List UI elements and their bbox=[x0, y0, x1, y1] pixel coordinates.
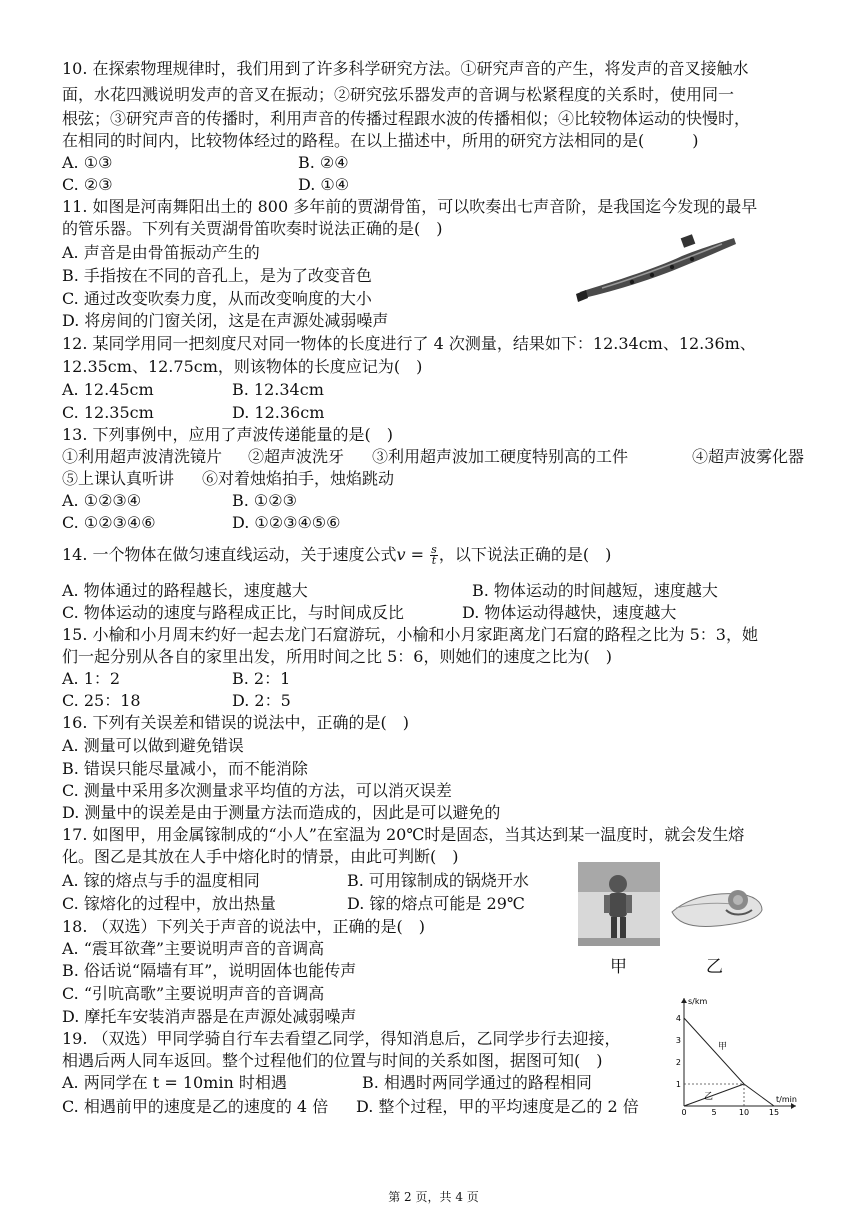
q19-option-d: D. 整个过程，甲的平均速度是乙的 2 倍 bbox=[356, 1097, 639, 1116]
q14-formula-numerator: s bbox=[431, 543, 437, 556]
q11-stem-line2: 的管乐器。下列有关贾湖骨笛吹奏时说法正确的是( ) bbox=[62, 219, 443, 238]
gallium-figure-yi bbox=[668, 864, 766, 944]
q12-option-d: D. 12.36cm bbox=[232, 403, 325, 422]
q13-option-a: A. ①②③④ bbox=[62, 491, 142, 510]
q13-item-4: ④超声波雾化器 bbox=[692, 447, 805, 466]
y-tick-label: 2 bbox=[675, 1058, 681, 1067]
q14-option-b: B. 物体运动的时间越短，速度越大 bbox=[472, 581, 718, 600]
q18-option-b: B. 俗话说“隔墙有耳”，说明固体也能传声 bbox=[62, 961, 357, 980]
q19-stem-line2: 相遇后两人同车返回。整个过程他们的位置与时间的关系如图，据图可知( ) bbox=[62, 1051, 603, 1070]
q18-option-c: C. “引吭高歌”主要说明声音的音调高 bbox=[62, 984, 325, 1003]
q14-stem-suffix: ，以下说法正确的是( ) bbox=[438, 545, 612, 564]
y-axis-label: s/km bbox=[688, 997, 708, 1006]
q18-option-a: A. “震耳欲聋”主要说明声音的音调高 bbox=[62, 939, 325, 958]
q13-option-d: D. ①②③④⑤⑥ bbox=[232, 513, 341, 532]
q18-stem: 18. （双选）下列关于声音的说法中，正确的是( ) bbox=[62, 917, 426, 936]
q10-option-b: B. ②④ bbox=[298, 153, 349, 172]
q17-option-c: C. 镓熔化的过程中，放出热量 bbox=[62, 894, 276, 913]
x-tick-label: 5 bbox=[711, 1108, 717, 1117]
x-tick-label: 10 bbox=[738, 1108, 750, 1117]
series-label: 甲 bbox=[718, 1042, 728, 1052]
q12-option-c: C. 12.35cm bbox=[62, 403, 154, 422]
q11-option-b: B. 手指按在不同的音孔上，是为了改变音色 bbox=[62, 266, 372, 285]
q13-item-1: ①利用超声波清洗镜片 bbox=[62, 447, 223, 466]
q14-option-d: D. 物体运动得越快，速度越大 bbox=[462, 603, 677, 622]
q10-option-a: A. ①③ bbox=[62, 153, 113, 172]
x-tick-label: 0 bbox=[681, 1108, 687, 1117]
figure-caption-yi: 乙 bbox=[706, 957, 723, 977]
q15-option-c: C. 25：18 bbox=[62, 691, 141, 710]
q17-stem-line2: 化。图乙是其放在人手中熔化时的情景，由此可判断( ) bbox=[62, 847, 459, 866]
gallium-figure-jia bbox=[578, 862, 660, 946]
q13-item-2: ②超声波洗牙 bbox=[248, 447, 345, 466]
q15-option-d: D. 2：5 bbox=[232, 691, 291, 710]
q12-stem-line1: 12. 某同学用同一把刻度尺对同一物体的长度进行了 4 次测量，结果如下：12.34cm、12.36m、 bbox=[62, 334, 756, 353]
q15-option-b: B. 2：1 bbox=[232, 669, 291, 688]
q15-option-a: A. 1：2 bbox=[62, 669, 121, 688]
q12-option-b: B. 12.34cm bbox=[232, 380, 324, 399]
y-tick-label: 4 bbox=[675, 1014, 681, 1023]
q10-option-d: D. ①④ bbox=[298, 175, 350, 194]
q17-option-d: D. 镓的熔点可能是 29℃ bbox=[347, 894, 525, 913]
q11-option-d: D. 将房间的门窗关闭，这是在声源处减弱噪声 bbox=[62, 311, 389, 330]
q15-stem-line1: 15. 小榆和小月周末约好一起去龙门石窟游玩，小榆和小月家距离龙门石窟的路程之比为 5：3，她 bbox=[62, 625, 758, 644]
q14-option-c: C. 物体运动的速度与路程成正比，与时间成反比 bbox=[62, 603, 404, 622]
page-footer: 第 2 页，共 4 页 bbox=[388, 1190, 479, 1204]
q14-formula-fraction bbox=[430, 545, 438, 566]
q14-stem-prefix: 14. 一个物体在做匀速直线运动，关于速度公式 bbox=[62, 545, 397, 564]
q10-stem-line3: 根弦；③研究声音的传播时，利用声音的传播过程跟水波的传播相似；④比较物体运动的快慢时， bbox=[62, 109, 751, 128]
q16-stem: 16. 下列有关误差和错误的说法中，正确的是( ) bbox=[62, 713, 410, 732]
q11-option-c: C. 通过改变吹奏力度，从而改变响度的大小 bbox=[62, 289, 372, 308]
q12-stem-line2: 12.35cm、12.75cm，则该物体的长度应记为( ) bbox=[62, 357, 423, 376]
q10-option-c: C. ②③ bbox=[62, 175, 113, 194]
q10-stem-line4: 在相同的时间内，比较物体经过的路程。在以上描述中，所用的研究方法相同的是( ) bbox=[62, 131, 699, 150]
q18-option-d: D. 摩托车安装消声器是在声源处减弱噪声 bbox=[62, 1007, 357, 1026]
q19-stem-line1: 19. （双选）甲同学骑自行车去看望乙同学，得知消息后，乙同学步行去迎接， bbox=[62, 1029, 621, 1048]
y-tick-label: 3 bbox=[675, 1036, 681, 1045]
q19-option-a: A. 两同学在 t = 10min 时相遇 bbox=[62, 1073, 287, 1092]
q13-item-3: ③利用超声波加工硬度特别高的工件 bbox=[372, 447, 629, 466]
q13-stem: 13. 下列事例中，应用了声波传递能量的是( ) bbox=[62, 425, 394, 444]
x-tick-label: 15 bbox=[768, 1108, 780, 1117]
series-line-2 bbox=[684, 1084, 744, 1106]
q11-stem-line1: 11. 如图是河南舞阳出土的 800 多年前的贾湖骨笛，可以吹奏出七声音阶，是我国迄今发现的最早 bbox=[62, 197, 758, 216]
series-label: 乙 bbox=[704, 1092, 714, 1102]
q14-formula-denominator: t bbox=[431, 554, 437, 567]
series-line-1 bbox=[684, 1018, 774, 1106]
q17-option-a: A. 镓的熔点与手的温度相同 bbox=[62, 871, 260, 890]
x-axis-label: t/min bbox=[776, 1095, 797, 1104]
q12-option-a: A. 12.45cm bbox=[62, 380, 154, 399]
q17-stem-line1: 17. 如图甲，用金属镓制成的“小人”在室温为 20℃时是固态，当其达到某一温度时，就会发生熔 bbox=[62, 825, 745, 844]
q13-option-b: B. ①②③ bbox=[232, 491, 297, 510]
q17-option-b: B. 可用镓制成的锅烧开水 bbox=[347, 871, 529, 890]
q10-stem-line1: 10. 在探索物理规律时，我们用到了许多科学研究方法。①研究声音的产生，将发声的音叉接触水 bbox=[62, 59, 749, 78]
q14-option-a: A. 物体通过的路程越长，速度越大 bbox=[62, 581, 308, 600]
q11-option-a: A. 声音是由骨笛振动产生的 bbox=[62, 243, 260, 262]
q16-option-b: B. 错误只能尽量减小，而不能消除 bbox=[62, 759, 308, 778]
figure-caption-jia: 甲 bbox=[610, 957, 627, 977]
y-axis-arrow bbox=[681, 998, 687, 1003]
q15-stem-line2: 们一起分别从各自的家里出发，所用时间之比 5：6，则她们的速度之比为( ) bbox=[62, 647, 612, 666]
q19-option-c: C. 相遇前甲的速度是乙的速度的 4 倍 bbox=[62, 1097, 329, 1116]
q10-stem-line2: 面，水花四溅说明发声的音叉在振动；②研究弦乐器发声的音调与松紧程度的关系时，使用同一 bbox=[62, 85, 735, 104]
bone-flute-image bbox=[572, 232, 742, 304]
q14-formula-equals: = bbox=[405, 545, 430, 564]
q14-stem bbox=[62, 544, 611, 566]
q16-option-d: D. 测量中的误差是由于测量方法而造成的，因此是可以避免的 bbox=[62, 803, 501, 822]
q14-formula-v: v bbox=[396, 545, 406, 564]
q13-option-c: C. ①②③④⑥ bbox=[62, 513, 156, 532]
q13-item-6: ⑥对着烛焰拍手，烛焰跳动 bbox=[202, 469, 395, 488]
position-time-chart bbox=[668, 990, 810, 1120]
q19-option-b: B. 相遇时两同学通过的路程相同 bbox=[362, 1073, 592, 1092]
q16-option-c: C. 测量中采用多次测量求平均值的方法，可以消灭误差 bbox=[62, 781, 452, 800]
y-tick-label: 1 bbox=[675, 1080, 681, 1089]
q16-option-a: A. 测量可以做到避免错误 bbox=[62, 736, 244, 755]
q13-item-5: ⑤上课认真听讲 bbox=[62, 469, 175, 488]
